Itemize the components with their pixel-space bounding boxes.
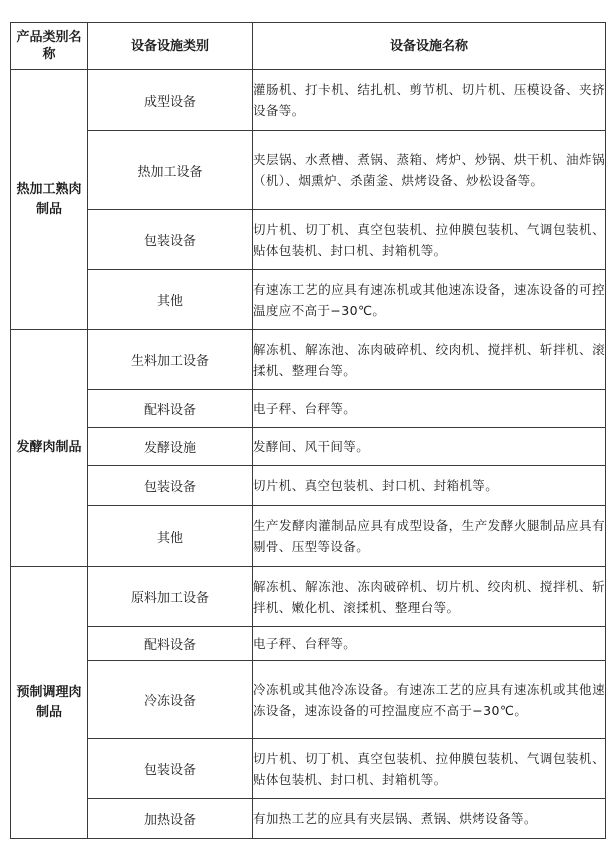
equipment-names-cell: 切片机、切丁机、真空包装机、拉伸膜包装机、气调包装机、贴体包装机、封口机、封箱机等。 (253, 739, 606, 799)
equipment-names-cell: 解冻机、解冻池、冻肉破碎机、切片机、绞肉机、搅拌机、斩拌机、嫩化机、滚揉机、整理台等。 (253, 567, 606, 627)
equipment-type-cell: 热加工设备 (88, 131, 253, 210)
equipment-names-cell: 解冻机、解冻池、冻肉破碎机、绞肉机、搅拌机、斩拌机、滚揉机、整理台等。 (253, 330, 606, 390)
equipment-names-cell: 发酵间、风干间等。 (253, 428, 606, 466)
header-product-category: 产品类别名称 (11, 23, 88, 70)
equipment-names-cell: 有速冻工艺的应具有速冻机或其他速冻设备，速冻设备的可控温度应不高于−30℃。 (253, 270, 606, 330)
table-row (11, 210, 606, 270)
equipment-type-cell: 配料设备 (88, 627, 253, 661)
equipment-names-cell: 灌肠机、打卡机、结扎机、剪节机、切片机、压模设备、夹挤设备等。 (253, 70, 606, 131)
category-cell: 发酵肉制品 (11, 330, 88, 567)
category-cell: 热加工熟肉制品 (11, 70, 88, 330)
equipment-table (10, 22, 606, 839)
equipment-names-cell: 切片机、切丁机、真空包装机、拉伸膜包装机、气调包装机、贴体包装机、封口机、封箱机等。 (253, 210, 606, 270)
table-row (11, 739, 606, 799)
equipment-type-cell: 原料加工设备 (88, 567, 253, 627)
equipment-names-cell: 夹层锅、水煮槽、煮锅、蒸箱、烤炉、炒锅、烘干机、油炸锅（机）、烟熏炉、杀菌釜、烘烤设备、炒松设备等。 (253, 131, 606, 210)
equipment-names-cell: 生产发酵肉灌制品应具有成型设备，生产发酵火腿制品应具有剔骨、压型等设备。 (253, 506, 606, 567)
equipment-type-cell: 包装设备 (88, 739, 253, 799)
table-row (11, 131, 606, 210)
equipment-names-cell: 切片机、真空包装机、封口机、封箱机等。 (253, 466, 606, 506)
equipment-type-cell: 成型设备 (88, 70, 253, 131)
table-row (11, 506, 606, 567)
equipment-type-cell: 包装设备 (88, 466, 253, 506)
equipment-names-cell: 电子秤、台秤等。 (253, 390, 606, 428)
table-row (11, 627, 606, 661)
equipment-type-cell: 生料加工设备 (88, 330, 253, 390)
equipment-names-cell: 电子秤、台秤等。 (253, 627, 606, 661)
table-row (11, 390, 606, 428)
equipment-type-cell: 冷冻设备 (88, 661, 253, 739)
equipment-type-cell: 包装设备 (88, 210, 253, 270)
table-row (11, 70, 606, 131)
equipment-type-cell: 其他 (88, 270, 253, 330)
header-equipment-names: 设备设施名称 (253, 23, 606, 70)
table-row (11, 661, 606, 739)
table-row (11, 428, 606, 466)
table-row (11, 567, 606, 627)
equipment-type-cell: 其他 (88, 506, 253, 567)
equipment-type-cell: 加热设备 (88, 799, 253, 839)
equipment-names-cell: 有加热工艺的应具有夹层锅、煮锅、烘烤设备等。 (253, 799, 606, 839)
table-header-row (11, 23, 606, 70)
table-row (11, 330, 606, 390)
header-equipment-type: 设备设施类别 (88, 23, 253, 70)
equipment-names-cell: 冷冻机或其他冷冻设备。有速冻工艺的应具有速冻机或其他速冻设备，速冻设备的可控温度应不高于−30℃。 (253, 661, 606, 739)
table-row (11, 270, 606, 330)
equipment-type-cell: 发酵设施 (88, 428, 253, 466)
table-row (11, 799, 606, 839)
table-row (11, 466, 606, 506)
category-cell: 预制调理肉制品 (11, 567, 88, 839)
equipment-type-cell: 配料设备 (88, 390, 253, 428)
